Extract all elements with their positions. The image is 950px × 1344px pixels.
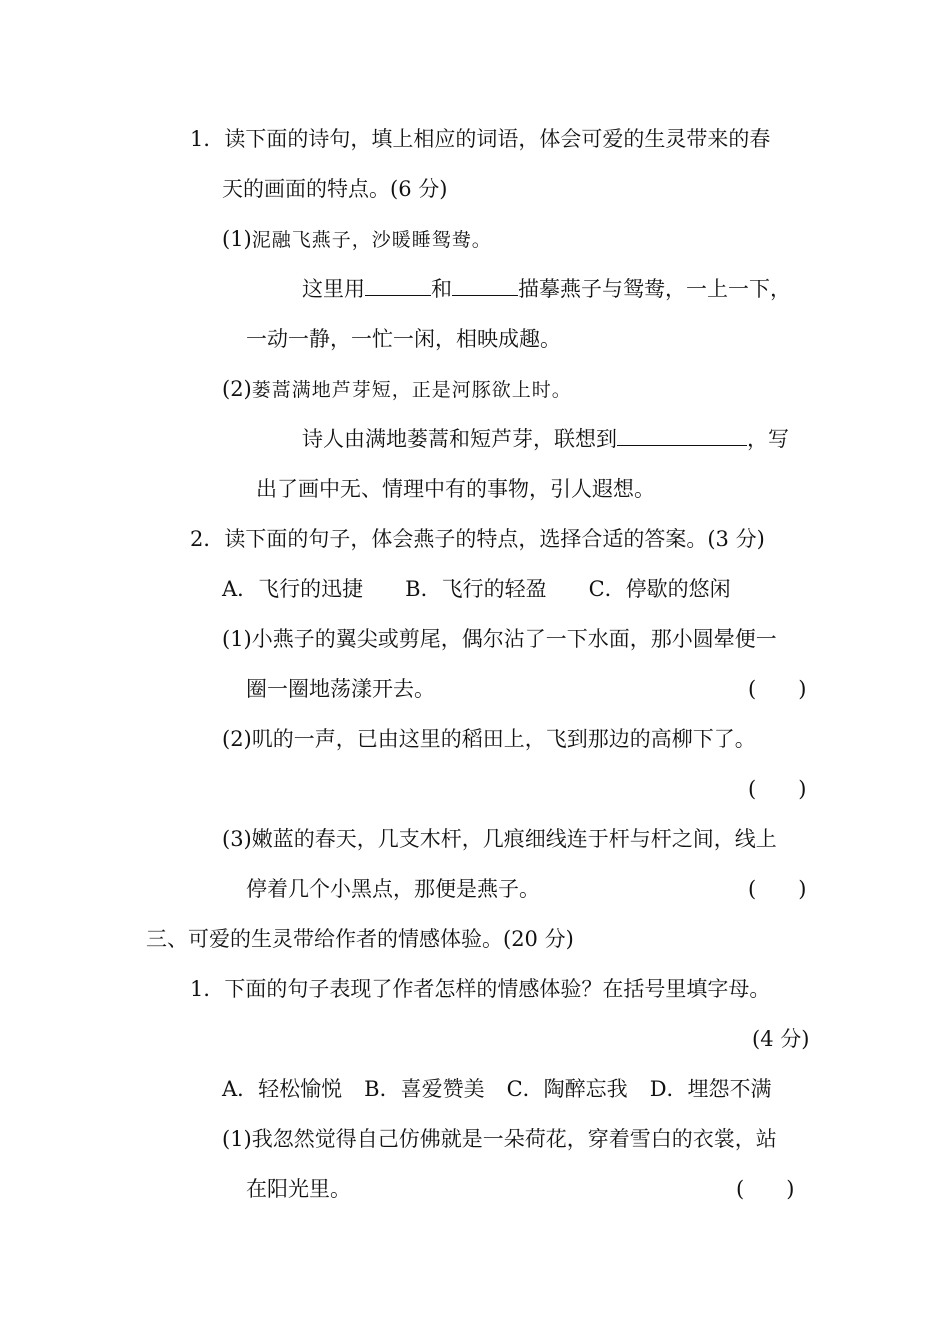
s3-option-a: A．轻松愉悦 bbox=[222, 1077, 343, 1101]
s3-q1-score: (4 分) bbox=[752, 1027, 810, 1051]
s3-q1-stem: 1．下面的句子表现了作者怎样的情感体验？在括号里填字母。 bbox=[190, 977, 771, 1001]
q1-sub1-poem: (1)泥融飞燕子，沙暖睡鸳鸯。 bbox=[222, 227, 492, 251]
blank-1[interactable] bbox=[365, 294, 431, 296]
q1-sub2-line2: 出了画中无、情理中有的事物，引人遐想。 bbox=[256, 477, 655, 501]
q2-options bbox=[222, 574, 731, 604]
blank-3[interactable] bbox=[617, 444, 747, 446]
answer-paren[interactable]: ( ) bbox=[748, 677, 807, 701]
s3-option-c: C．陶醉忘我 bbox=[506, 1077, 628, 1101]
s3-q1-options bbox=[222, 1074, 772, 1104]
section3-heading: 三、可爱的生灵带给作者的情感体验。(20 分) bbox=[146, 927, 574, 951]
q1-sub2-poem: (2)蒌蒿满地芦芽短，正是河豚欲上时。 bbox=[222, 377, 572, 401]
q1-sub1-line1: 这里用 和 描摹燕子与鸳鸯，一上一下， bbox=[302, 277, 791, 301]
answer-paren[interactable]: ( ) bbox=[748, 877, 807, 901]
q2-item2-line1: (2)叽的一声，已由这里的稻田上，飞到那边的高柳下了。 bbox=[222, 727, 756, 751]
q1-stem-line2: 天的画面的特点。(6 分) bbox=[222, 177, 448, 201]
blank-2[interactable] bbox=[452, 294, 518, 296]
q2-item3-line2: 停着几个小黑点，那便是燕子。 bbox=[246, 877, 540, 901]
answer-paren[interactable]: ( ) bbox=[748, 777, 807, 801]
q1-stem-line1: 1．读下面的诗句，填上相应的词语，体会可爱的生灵带来的春 bbox=[190, 127, 771, 151]
q2-option-b: B．飞行的轻盈 bbox=[405, 577, 547, 601]
q2-option-a: A．飞行的迅捷 bbox=[222, 577, 364, 601]
s3-option-b: B．喜爱赞美 bbox=[364, 1077, 485, 1101]
q1-sub1-line2: 一动一静，一忙一闲，相映成趣。 bbox=[246, 327, 561, 351]
s3-item1-line2: 在阳光里。 bbox=[246, 1177, 351, 1201]
q2-item1-line1: (1)小燕子的翼尖或剪尾，偶尔沾了一下水面，那小圆晕便一 bbox=[222, 627, 777, 651]
s3-item1-line1: (1)我忽然觉得自己仿佛就是一朵荷花，穿着雪白的衣裳，站 bbox=[222, 1127, 777, 1151]
q2-item3-line1: (3)嫩蓝的春天，几支木杆，几痕细线连于杆与杆之间，线上 bbox=[222, 827, 777, 851]
q2-option-c: C．停歇的悠闲 bbox=[588, 577, 731, 601]
q2-item1-line2: 圈一圈地荡漾开去。 bbox=[246, 677, 435, 701]
s3-option-d: D．埋怨不满 bbox=[649, 1077, 772, 1101]
q1-sub2-line1: 诗人由满地蒌蒿和短芦芽，联想到 ，写 bbox=[302, 427, 789, 451]
q2-stem: 2．读下面的句子，体会燕子的特点，选择合适的答案。(3 分) bbox=[190, 527, 765, 551]
answer-paren[interactable]: ( ) bbox=[736, 1177, 795, 1201]
